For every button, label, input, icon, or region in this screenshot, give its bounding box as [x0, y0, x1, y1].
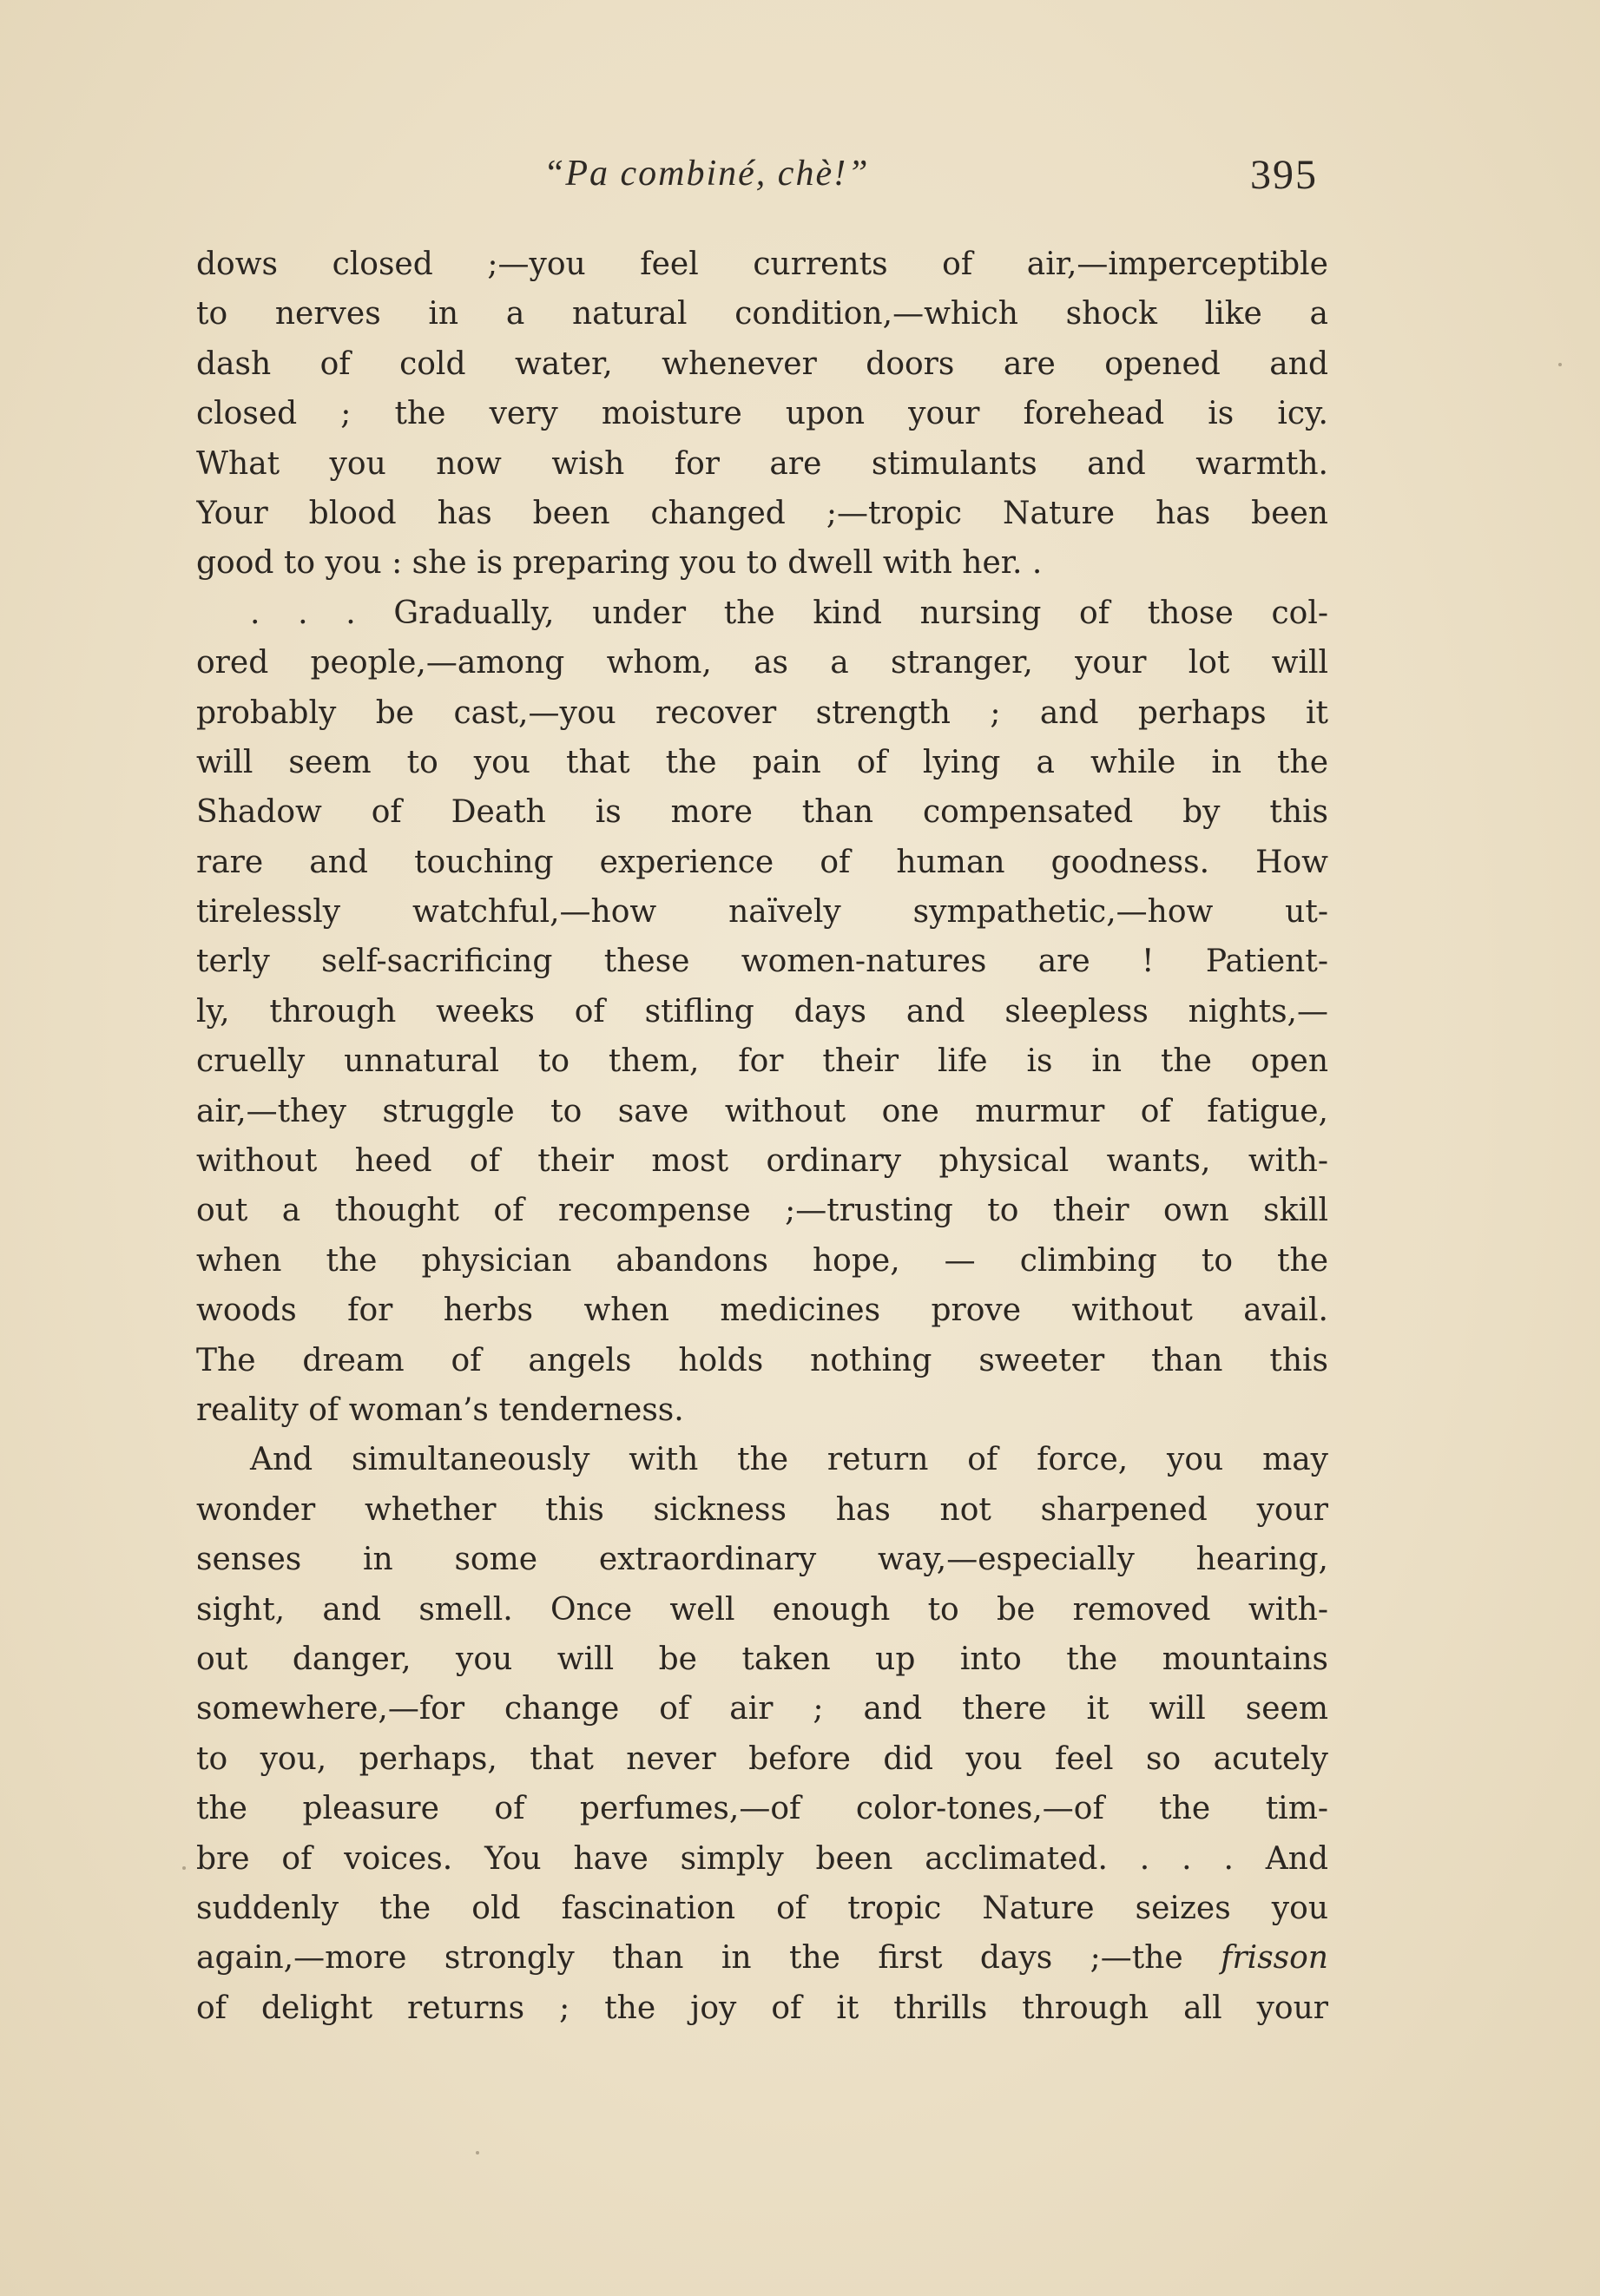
text-line: out danger, you will be taken up into the mountains [196, 1641, 1328, 1677]
text-line: somewhere,—for change of air ; and there it will seem [196, 1691, 1328, 1727]
text-line: air,—they struggle to save without one murmur of fatigue, [196, 1093, 1328, 1129]
text-line: wonder whether this sickness has not sharpened your [196, 1491, 1328, 1528]
text-line: to nerves in a natural condition,—which shock like a [196, 296, 1328, 332]
text-line: sight, and smell. Once well enough to be removed with- [196, 1591, 1328, 1628]
text-line: tirelessly watchful,—how naïvely sympathetic,—how ut- [196, 894, 1328, 931]
text-line: will seem to you that the pain of lying a while in the [196, 744, 1328, 780]
italic-word: frisson [1221, 1940, 1328, 1977]
text-line: Shadow of Death is more than compensated by this [196, 794, 1328, 831]
text-line: dows closed ;—you feel currents of air,—imperceptible [196, 247, 1328, 282]
text-line: closed ; the very moisture upon your forehead is icy. [196, 396, 1328, 432]
text-line: senses in some extraordinary way,—especially hearing, [196, 1542, 1328, 1578]
text-line: suddenly the old fascination of tropic Nature seizes you [196, 1890, 1328, 1926]
text-line-with-italic [196, 1933, 1328, 1983]
paper-speck [476, 2151, 479, 2155]
text-line: woods for herbs when medicines prove without avail. [196, 1293, 1328, 1329]
paragraph-end-line: reality of woman’s tenderness. [196, 1391, 684, 1428]
text-line: of delight returns ; the joy of it thrills through all your [196, 1990, 1328, 2026]
body-text [196, 240, 1328, 2033]
text-line: good to you : she is preparing you to dwell with her. . [196, 545, 1043, 582]
text-line: Your blood has been changed ;—tropic Nature has been [196, 495, 1328, 531]
text-line: rare and touching experience of human goodness. How [196, 844, 1328, 880]
paper-speck [182, 1866, 186, 1870]
text-line: ly, through weeks of stifling days and sleepless nights,— [196, 993, 1328, 1030]
text-line: the pleasure of perfumes,—of color-tones,—of the tim- [196, 1791, 1328, 1827]
paragraph-start-line: And simultaneously with the return of force, you may [250, 1442, 1328, 1478]
line-text: again,—more strongly than in the first days ;—the [196, 1940, 1221, 1977]
text-line: What you now wish for are stimulants and warmth. [196, 445, 1328, 482]
text-line: without heed of their most ordinary physical wants, with- [196, 1143, 1328, 1180]
paper-speck [1558, 363, 1562, 366]
page-number: 395 [1250, 152, 1318, 198]
text-line: The dream of angels holds nothing sweeter than this [196, 1342, 1328, 1378]
text-line: ored people,—among whom, as a stranger, your lot will [196, 645, 1328, 681]
text-line: terly self-sacrificing these women-natures are ! Patient- [196, 944, 1328, 980]
text-line: bre of voices. You have simply been acclimated. . . . And [196, 1840, 1328, 1877]
text-line: probably be cast,—you recover strength ; and perhaps it [196, 694, 1328, 731]
text-line: when the physician abandons hope, — climbing to the [196, 1242, 1328, 1279]
running-head [0, 146, 1600, 207]
text-line: out a thought of recompense ;—trusting to their own skill [196, 1193, 1328, 1229]
text-line: dash of cold water, whenever doors are opened and [196, 345, 1328, 382]
text-line: cruelly unnatural to them, for their life is in the open [196, 1043, 1328, 1080]
text-line: to you, perhaps, that never before did you feel so acutely [196, 1740, 1328, 1777]
running-title: “Pa combiné, chè!” [543, 154, 870, 194]
paragraph-start-line: . . . Gradually, under the kind nursing of those col- [250, 595, 1328, 631]
